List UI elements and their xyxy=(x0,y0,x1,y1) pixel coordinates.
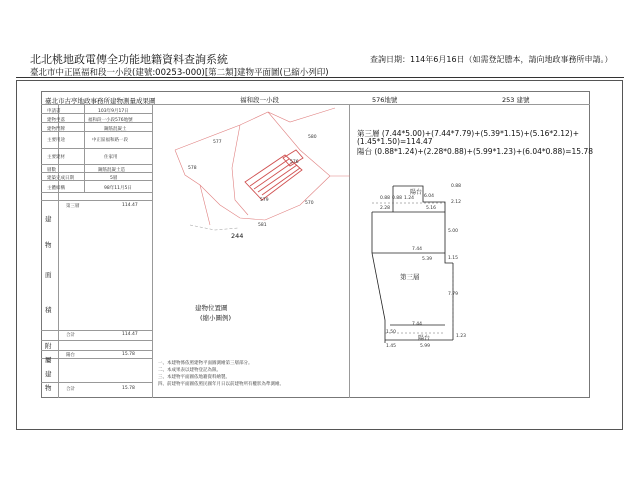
sheet-lot-number: 576地號 xyxy=(372,96,398,104)
area-row-value-4: 15.78 xyxy=(122,386,135,391)
dim-5-00: 5.00 xyxy=(448,229,459,234)
dim-5-99: 5.99 xyxy=(420,344,431,349)
dim-7-44-b: 7.44 xyxy=(412,322,423,327)
form-value-2: 福和段一小段576地號 xyxy=(88,118,133,123)
dim-5-39: 5.39 xyxy=(422,257,433,262)
area-formula-3: 陽台 (0.88*1.24)+(2.28*0.88)+(5.99*1.23)+(6.04*0.88)=15.78 xyxy=(357,147,593,156)
vertical-label-top-2: 物 xyxy=(45,241,52,249)
vertical-label-bottom-1: 附 xyxy=(45,342,52,350)
dim-5-16: 5.16 xyxy=(426,206,437,211)
dim-0-88-b: 0.88 xyxy=(451,184,462,189)
form-value-3: 中正區福和路一段 xyxy=(92,138,128,143)
area-row-label-2: 合計 xyxy=(66,333,75,338)
dim-0-88-c: 0.88 xyxy=(380,196,391,201)
area-row-value-3: 15.78 xyxy=(122,352,135,357)
dim-6-04: 6.04 xyxy=(424,194,435,199)
balcony-bottom-label: 陽台 xyxy=(418,335,431,342)
vertical-label-top-1: 建 xyxy=(45,215,52,223)
dim-1-15: 1.15 xyxy=(448,256,459,261)
dim-2-12: 2.12 xyxy=(451,200,462,205)
location-caption-2: (縮小圖例) xyxy=(200,314,232,322)
form-value-6: 5層 xyxy=(110,176,118,181)
area-row-label-1: 第三層 xyxy=(66,204,80,209)
dim-2-28: 2.28 xyxy=(380,206,391,211)
area-row-value-2: 114.47 xyxy=(122,332,138,337)
form-label-3: 建物門牌 xyxy=(47,127,65,132)
note-4: 四、前建物平面圖依照民國年月日以前建物所有權狀為準測繪。 xyxy=(158,382,284,387)
lot-label-577: 577 xyxy=(213,140,222,145)
lot-label-580: 580 xyxy=(308,135,317,140)
location-caption-1: 建物位置圖 xyxy=(195,304,228,312)
note-3: 三、本建物平面圖依地籍資料繪製。 xyxy=(158,375,230,380)
form-label-1: 申請書 xyxy=(47,109,61,114)
form-label-4: 主要用途 xyxy=(47,138,65,143)
lot-label-578: 578 xyxy=(188,166,197,171)
vertical-label-top-4: 積 xyxy=(45,306,52,314)
page-subtitle: 臺北市中正區福和段一小段(建號:00253-000)[第二類]建物平面圖(已縮小列印) xyxy=(30,68,329,78)
note-1: 一、本建物係依照建物平面圖測繪第三層部分。 xyxy=(158,361,253,366)
lot-label-570: 570 xyxy=(305,201,314,206)
dim-1-50: 1.50 xyxy=(386,330,397,335)
dim-7-79: 7.79 xyxy=(448,292,459,297)
form-value-4: 住家用 xyxy=(104,155,118,160)
vertical-label-bottom-3: 建 xyxy=(45,370,52,378)
form-label-5: 主要建材 xyxy=(47,155,65,160)
area-formula-1: 第三層 (7.44*5.00)+(7.44*7.79)+(5.39*1.15)+(5.16*2.12)+ xyxy=(357,129,580,138)
page-title: 北北桃地政電傳全功能地籍資料查詢系統 xyxy=(30,53,228,66)
vertical-label-top-3: 面 xyxy=(45,271,52,279)
sheet-building-number: 253 建號 xyxy=(502,96,530,104)
dim-1-24: 1.24 xyxy=(404,196,415,201)
sheet-left-title: 臺北市古亭地政事務所建物測量成果圖 xyxy=(45,97,156,105)
lot-label-576: 576 xyxy=(290,160,299,165)
query-date: 查詢日期：114年6月16日（如需登記謄本，請向地政事務所申請。） xyxy=(370,55,613,64)
vertical-label-bottom-4: 物 xyxy=(45,384,52,392)
lot-label-579: 579 xyxy=(260,198,269,203)
area-row-label-4: 合計 xyxy=(66,387,75,392)
form-value-1: 103年9月17日 xyxy=(98,109,129,114)
sheet-section: 福和段一小段 xyxy=(240,96,279,104)
form-label-2: 建物坐落 xyxy=(47,118,65,123)
area-row-value-1: 114.47 xyxy=(122,203,138,208)
third-floor-label: 第三層 xyxy=(400,273,420,281)
note-2: 二、本成果表以建物登記為限。 xyxy=(158,368,221,373)
lot-label-244: 244 xyxy=(231,232,244,240)
form-label-6: 層數 xyxy=(47,168,56,173)
dim-1-23: 1.23 xyxy=(456,334,467,339)
balcony-top-label: 陽台 xyxy=(410,189,423,196)
dim-0-88-a: 0.88 xyxy=(392,196,403,201)
form-value-7: 98年11月5日 xyxy=(104,186,132,191)
dim-1-45: 1.45 xyxy=(386,344,397,349)
form-label-8: 主體結構 xyxy=(47,186,65,191)
area-row-label-3: 陽台 xyxy=(66,353,75,358)
form-value-8: 鋼筋混凝土 xyxy=(104,127,127,132)
area-formula-2: (1.45*1.50)=114.47 xyxy=(357,137,433,146)
form-value-5: 鋼筋混凝土造 xyxy=(98,168,125,173)
dim-7-44-a: 7.44 xyxy=(412,247,423,252)
lot-label-581: 581 xyxy=(258,223,267,228)
vertical-label-bottom-2: 屬 xyxy=(45,356,52,364)
form-label-7: 建築完成日期 xyxy=(47,176,74,181)
